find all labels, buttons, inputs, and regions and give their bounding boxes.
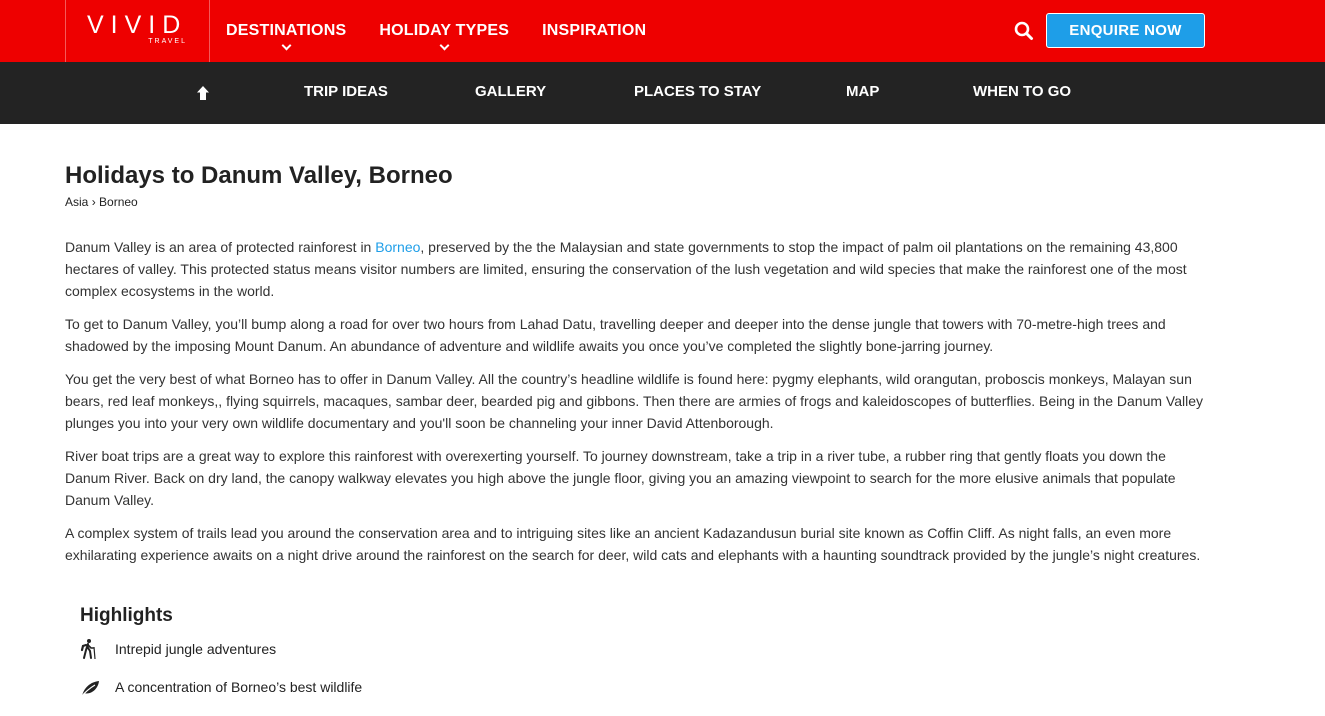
subnav-places-to-stay[interactable]: PLACES TO STAY	[634, 83, 762, 100]
highlight-text: A concentration of Borneo’s best wildlife	[115, 679, 363, 695]
paragraph-journey: To get to Danum Valley, you’ll bump along a road for over two hours from Lahad Datu, travelling deeper and deeper into the dense jungle that towers with 70-metre-high trees and shadowed by the imposing Mount Danum. An abundance of adventure and wildlife awaits you once you’ve completed the slightly bone-jarring journey.	[65, 316, 1166, 354]
logo[interactable]	[65, 0, 210, 62]
top-header	[0, 0, 1325, 62]
intro-text-after: , preserved by the the Malaysian and state governments to stop the impact of palm oil plantations on the remaining 43,800 hectares of valley. This protected status means visitor numbers are limited, ensuring the conservation of the lush vegetation and wild species that make the rainforest one of the most complex ecosystems in the world.	[65, 239, 1187, 299]
subnav-map[interactable]: MAP	[846, 83, 880, 100]
subnav-gallery[interactable]: GALLERY	[475, 83, 547, 100]
page-title: Holidays to Danum Valley, Borneo	[65, 162, 453, 189]
hiker-icon	[80, 638, 100, 660]
paragraph-river: River boat trips are a great way to explore this rainforest with overexerting yourself. To journey downstream, take a trip in a river tube, a rubber ring that gently floats you down the Danum River. Back on dry land, the canopy walkway elevates you high above the jungle floor, giving you an amazing viewpoint to search for the more elusive animals that populate Danum Valley.	[65, 448, 1176, 508]
breadcrumb	[65, 195, 138, 209]
logo-subtext: TRAVEL	[148, 38, 187, 45]
leaf-icon	[80, 676, 100, 698]
nav-holiday-types-label: HOLIDAY TYPES	[379, 22, 510, 39]
nav-destinations[interactable]	[226, 0, 346, 62]
intro-text-before: Danum Valley is an area of protected rainforest in	[65, 239, 376, 255]
highlight-text: Intrepid jungle adventures	[115, 641, 277, 657]
nav-inspiration-label: INSPIRATION	[542, 22, 647, 39]
paragraph-trails: A complex system of trails lead you around the conservation area and to intriguing sites like an ancient Kadazandusun burial site known as Coffin Cliff. As night falls, an even more exhilarating experience awaits on a night drive around the rainforest on the search for deer, wild cats and elephants with a haunting soundtrack provided by the jungle’s night creatures.	[65, 525, 1201, 563]
paragraph-wildlife: You get the very best of what Borneo has to offer in Danum Valley. All the country’s headline wildlife is found here: pygmy elephants, wild orangutan, proboscis monkeys, Malayan sun bears, red leaf monkeys,, flying squirrels, macaques, sambar deer, bearded pig and gibbons. Then there are armies of frogs and kaleidoscopes of butterflies. Being in the Danum Valley plunges you into your very own wildlife documentary and you'll soon be channeling your inner David Attenborough.	[65, 371, 1204, 431]
main-nav	[226, 0, 679, 62]
nav-holiday-types[interactable]	[379, 0, 509, 62]
nav-inspiration[interactable]	[542, 0, 646, 62]
highlights-title: Highlights	[80, 605, 173, 626]
breadcrumb-asia[interactable]: Asia	[65, 195, 89, 209]
logo-text: VIVID	[87, 11, 188, 39]
subnav-when-to-go[interactable]: WHEN TO GO	[973, 83, 1072, 100]
chevron-down-icon	[440, 41, 450, 51]
article-body	[65, 236, 1205, 577]
enquire-now-button[interactable]: ENQUIRE NOW	[1046, 13, 1205, 48]
breadcrumb-borneo[interactable]: Borneo	[99, 195, 138, 209]
sub-nav	[0, 62, 1325, 124]
breadcrumb-separator: ›	[91, 195, 96, 209]
chevron-down-icon	[282, 41, 292, 51]
subnav-trip-ideas[interactable]: TRIP IDEAS	[304, 83, 388, 100]
arrow-up-icon[interactable]	[195, 85, 211, 101]
intro-paragraph	[65, 236, 1205, 302]
nav-destinations-label: DESTINATIONS	[226, 22, 347, 39]
search-icon[interactable]	[1013, 20, 1035, 42]
borneo-link[interactable]: Borneo	[375, 239, 421, 255]
